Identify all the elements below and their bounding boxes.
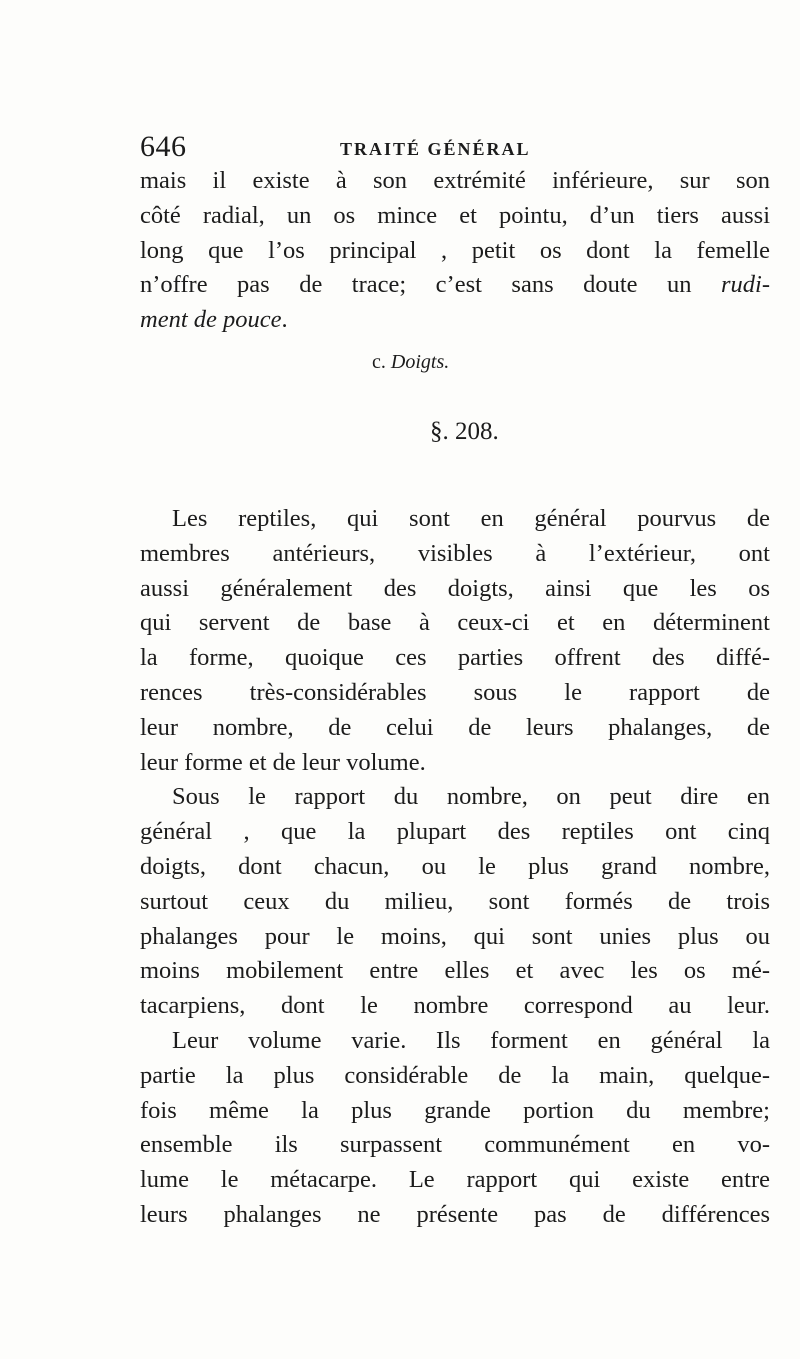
subsection-heading	[372, 351, 449, 374]
text-line: leurs phalanges ne présente pas de différences	[140, 1200, 770, 1228]
italic-term: rudi-	[721, 271, 770, 299]
text-line: phalanges pour le moins, qui sont unies plus ou	[140, 922, 770, 950]
text-segment: .	[281, 306, 288, 334]
text-line: leur nombre, de celui de leurs phalanges, de	[140, 713, 770, 741]
text-segment: n’offre pas de trace; c’est sans doute un	[140, 271, 692, 299]
section-number: §. 208.	[430, 418, 499, 445]
text-line: ensemble ils surpassent communément en vo-	[140, 1131, 770, 1159]
text-line-with-italic	[140, 303, 770, 338]
text-line: aussi généralement des doigts, ainsi que les os	[140, 574, 770, 602]
text-line: Les reptiles, qui sont en général pourvus de	[172, 505, 770, 532]
text-line: général , que la plupart des reptiles ont cinq	[140, 818, 770, 846]
subsection-title: Doigts.	[390, 351, 450, 373]
body-text	[140, 502, 770, 1233]
text-line: fois même la plus grande portion du membre;	[140, 1096, 770, 1124]
text-line: Sous le rapport du nombre, on peut dire en	[172, 783, 770, 811]
text-line: côté radial, un os mince et pointu, d’un tiers aussi	[140, 201, 770, 229]
text-line: rences très-considérables sous le rapport de	[140, 678, 770, 706]
text-line: qui servent de base à ceux-ci et en déterminent	[140, 609, 770, 637]
text-line: tacarpiens, dont le nombre correspond au leur.	[140, 992, 770, 1020]
text-line: long que l’os principal , petit os dont la femelle	[140, 236, 770, 264]
running-title: TRAITÉ GÉNÉRAL	[340, 139, 531, 159]
text-line: surtout ceux du milieu, sont formés de trois	[140, 887, 770, 915]
paragraph-1	[140, 164, 770, 338]
text-line: Leur volume varie. Ils forment en général la	[172, 1026, 770, 1054]
page-number: 646	[140, 130, 187, 163]
text-line-with-italic	[140, 268, 770, 303]
subsection-letter: c.	[372, 351, 386, 373]
text-line: la forme, quoique ces parties offrent des diffé-	[140, 644, 770, 672]
text-line: leur forme et de leur volume.	[140, 748, 426, 776]
italic-term: ment de pouce	[140, 306, 282, 334]
text-line: membres antérieurs, visibles à l’extérieur, ont	[140, 539, 770, 567]
text-line: lume le métacarpe. Le rapport qui existe entre	[140, 1166, 770, 1194]
text-line: partie la plus considérable de la main, quelque-	[140, 1061, 770, 1089]
text-line: doigts, dont chacun, ou le plus grand nombre,	[140, 852, 770, 880]
text-line: mais il existe à son extrémité inférieure, sur son	[140, 167, 770, 194]
text-line: moins mobilement entre elles et avec les os mé-	[140, 957, 770, 985]
